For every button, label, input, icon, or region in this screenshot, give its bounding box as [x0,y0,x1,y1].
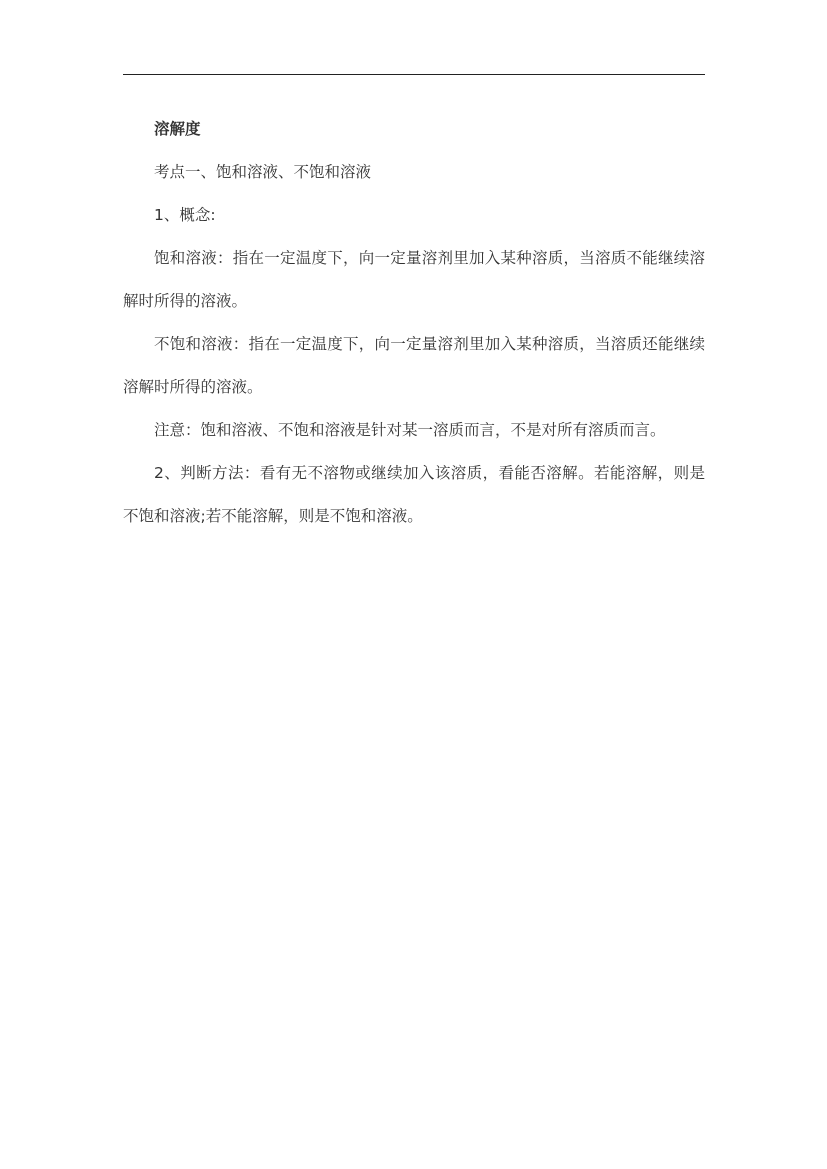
judgment-method-paragraph: 2、判断方法：看有无不溶物或继续加入该溶质，看能否溶解。若能溶解，则是不饱和溶液;若不能溶解，则是不饱和溶液。 [123,464,705,525]
note-paragraph: 注意：饱和溶液、不饱和溶液是针对某一溶质而言，不是对所有溶质而言。 [154,421,666,439]
concept-label: 1、概念: [154,206,216,224]
header-rule [123,74,705,75]
document-title: 溶解度 [154,120,201,138]
saturated-solution-definition: 饱和溶液：指在一定温度下，向一定量溶剂里加入某种溶质，当溶质不能继续溶解时所得的溶液。 [123,249,705,310]
document-body [123,108,705,538]
unsaturated-solution-definition: 不饱和溶液：指在一定温度下，向一定量溶剂里加入某种溶质，当溶质还能继续溶解时所得的溶液。 [123,335,705,396]
section-heading: 考点一、饱和溶液、不饱和溶液 [154,163,372,181]
